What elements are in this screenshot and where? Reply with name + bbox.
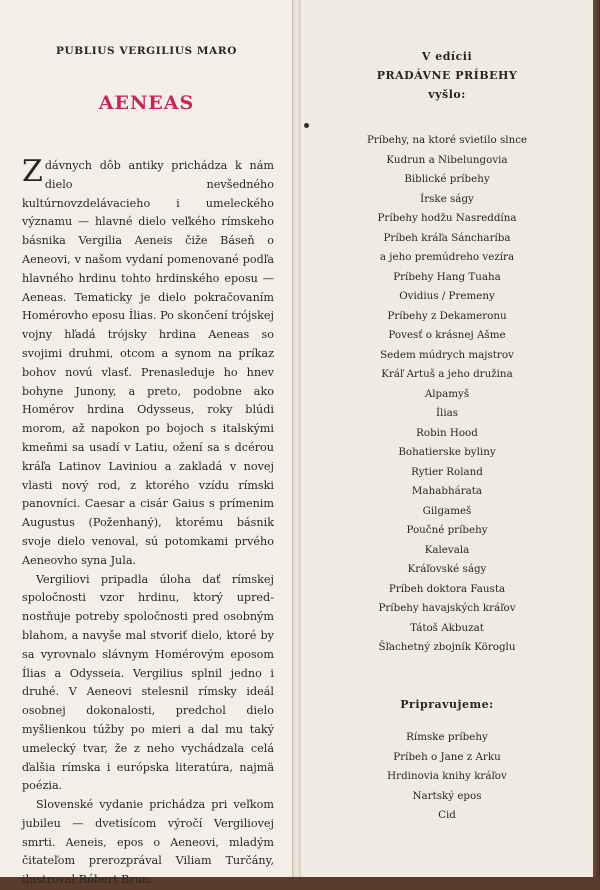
list-item: Kudrun a Nibelungovia: [386, 153, 508, 166]
paragraph-1-text: dávnych dôb antiky prichádza k nám dielo nevšedného kultúrnovzdelávacieho i umeleckého významu — hlavné dielo veľkého rímskeho básnika Vergilia Aeneis čiže Báseň o Aeneovi, v našom vydaní pomenované podľa hlavného hrdinu tohto hrdinského eposu — Aeneas. Tematicky je dielo pokračovaním Homérovho eposu Ílias. Po skončení trójskej vojny hľadá trójsky hrdina Aeneas so svojimi druhmi, otcom a synom na príkaz bohov novú vlasť. Prenasleduje ho hnev bohyne Junony, a preto, podobne ako Homérov hrdina Odysseus, roky blúdi morom, až napokon po bojoch s italskými kmeňmi sa usadí v Latiu, ožení sa s dcérou kráľa Latinov Laviniou a zakladá v novej vlasti nový rod, z ktorého vzídu rímski panovníci. Caesar a cisár Gaius s prímenim Augustus (Poženhaný), ktorému básnik svoje dielo venoval, sú potomkami prvého Aeneovho syna Jula.: [22, 159, 274, 567]
list-item: Príbehy Hang Tuaha: [393, 270, 501, 283]
list-item: Tátoš Akbuzat: [410, 621, 484, 634]
page-edge-background: [593, 0, 600, 877]
series-name: PRADÁVNE PRÍBEHY: [376, 69, 518, 82]
list-item: Sedem múdrych majstrov: [380, 348, 514, 361]
list-item: Robin Hood: [416, 426, 478, 439]
list-item: Poučné príbehy: [406, 524, 488, 536]
list-item: Príbehy havajských kráľov: [378, 602, 516, 614]
list-item: a jeho premúdreho vezíra: [379, 251, 515, 263]
list-item: Šľachetný zbojník Köroglu: [378, 641, 516, 653]
list-item: Mahabhárata: [411, 485, 483, 497]
list-item: Príbehy z Dekameronu: [387, 309, 507, 322]
paragraph-1: [22, 154, 274, 571]
list-item: Príbeh kráľa Sáncharíba: [383, 231, 511, 244]
list-item: Príbehy hodžu Nasreddína: [377, 212, 517, 224]
series-heading: [301, 47, 593, 104]
preparing-heading: Pripravujeme:: [400, 698, 494, 711]
list-item: Príbeh o Jane z Arku: [393, 750, 501, 763]
list-item: Povesť o krásnej Ašme: [388, 329, 506, 341]
list-item: Ílias: [435, 407, 459, 419]
author-name: PUBLIUS VERGILIUS MARO: [56, 45, 237, 57]
list-item: Kalevala: [424, 543, 470, 556]
list-item: Príbehy, na ktoré svietilo slnce: [366, 134, 528, 146]
paragraph-3: Slovenské vydanie prichádza pri veľkom jubileu — dvetisícom výročí Vergiliovej smrti. Aeneis, epos o Aeneovi, mladým čitateľom prerozprával Viliam Turčány, ilustroval Róbert Brun.: [22, 798, 274, 887]
list-item: Alpamyš: [424, 387, 470, 400]
series-heading-line-1: V edícii: [421, 50, 473, 63]
list-item: Gilgameš: [422, 504, 472, 517]
book-spine: [293, 0, 301, 877]
list-item: Bohatierske byliny: [398, 446, 496, 458]
list-item: Nartský epos: [412, 789, 482, 802]
book-title: AENEAS: [98, 92, 195, 114]
list-item: Biblické príbehy: [404, 173, 490, 185]
list-item: Príbeh doktora Fausta: [388, 582, 506, 595]
list-item: Rímske príbehy: [406, 731, 488, 743]
description-text: [22, 154, 274, 890]
paragraph-2: Vergiliovi pripadla úloha dať rímskej spoločnosti vzor hrdinu, ktorý uprednostňuje potreby spoločnosti pred osobným blahom, a navyše mal stvoriť dielo, ktoré by sa vyrovnalo slávnym Homérovým eposom Ílias a Odysseia. Vergilius splnil jedno i druhé. V Aeneovi stelesnil rímsky ideál osobnej dokonalosti, predchol dielo myšlienkou túžby po mieri a dal mu taký umelecký tvar, že z neho vychádzala celá ďalšia rímska i európska literatúra, najmä poézia.: [22, 572, 274, 793]
preparing-titles-list: [301, 728, 593, 826]
drop-cap: Z: [22, 154, 43, 189]
list-item: Rytier Roland: [411, 465, 483, 478]
list-item: Kráľ Artuš a jeho družina: [381, 368, 513, 380]
list-item: Írske ságy: [420, 192, 474, 205]
list-item: Kráľovské ságy: [407, 563, 487, 575]
list-item: Hrdinovia knihy kráľov: [387, 770, 507, 782]
paper-speck: [304, 123, 309, 128]
series-heading-line-3: vyšlo:: [428, 88, 466, 101]
published-titles-list: [301, 131, 593, 658]
list-item: Ovidius / Premeny: [399, 290, 495, 302]
list-item: Cid: [438, 809, 456, 821]
